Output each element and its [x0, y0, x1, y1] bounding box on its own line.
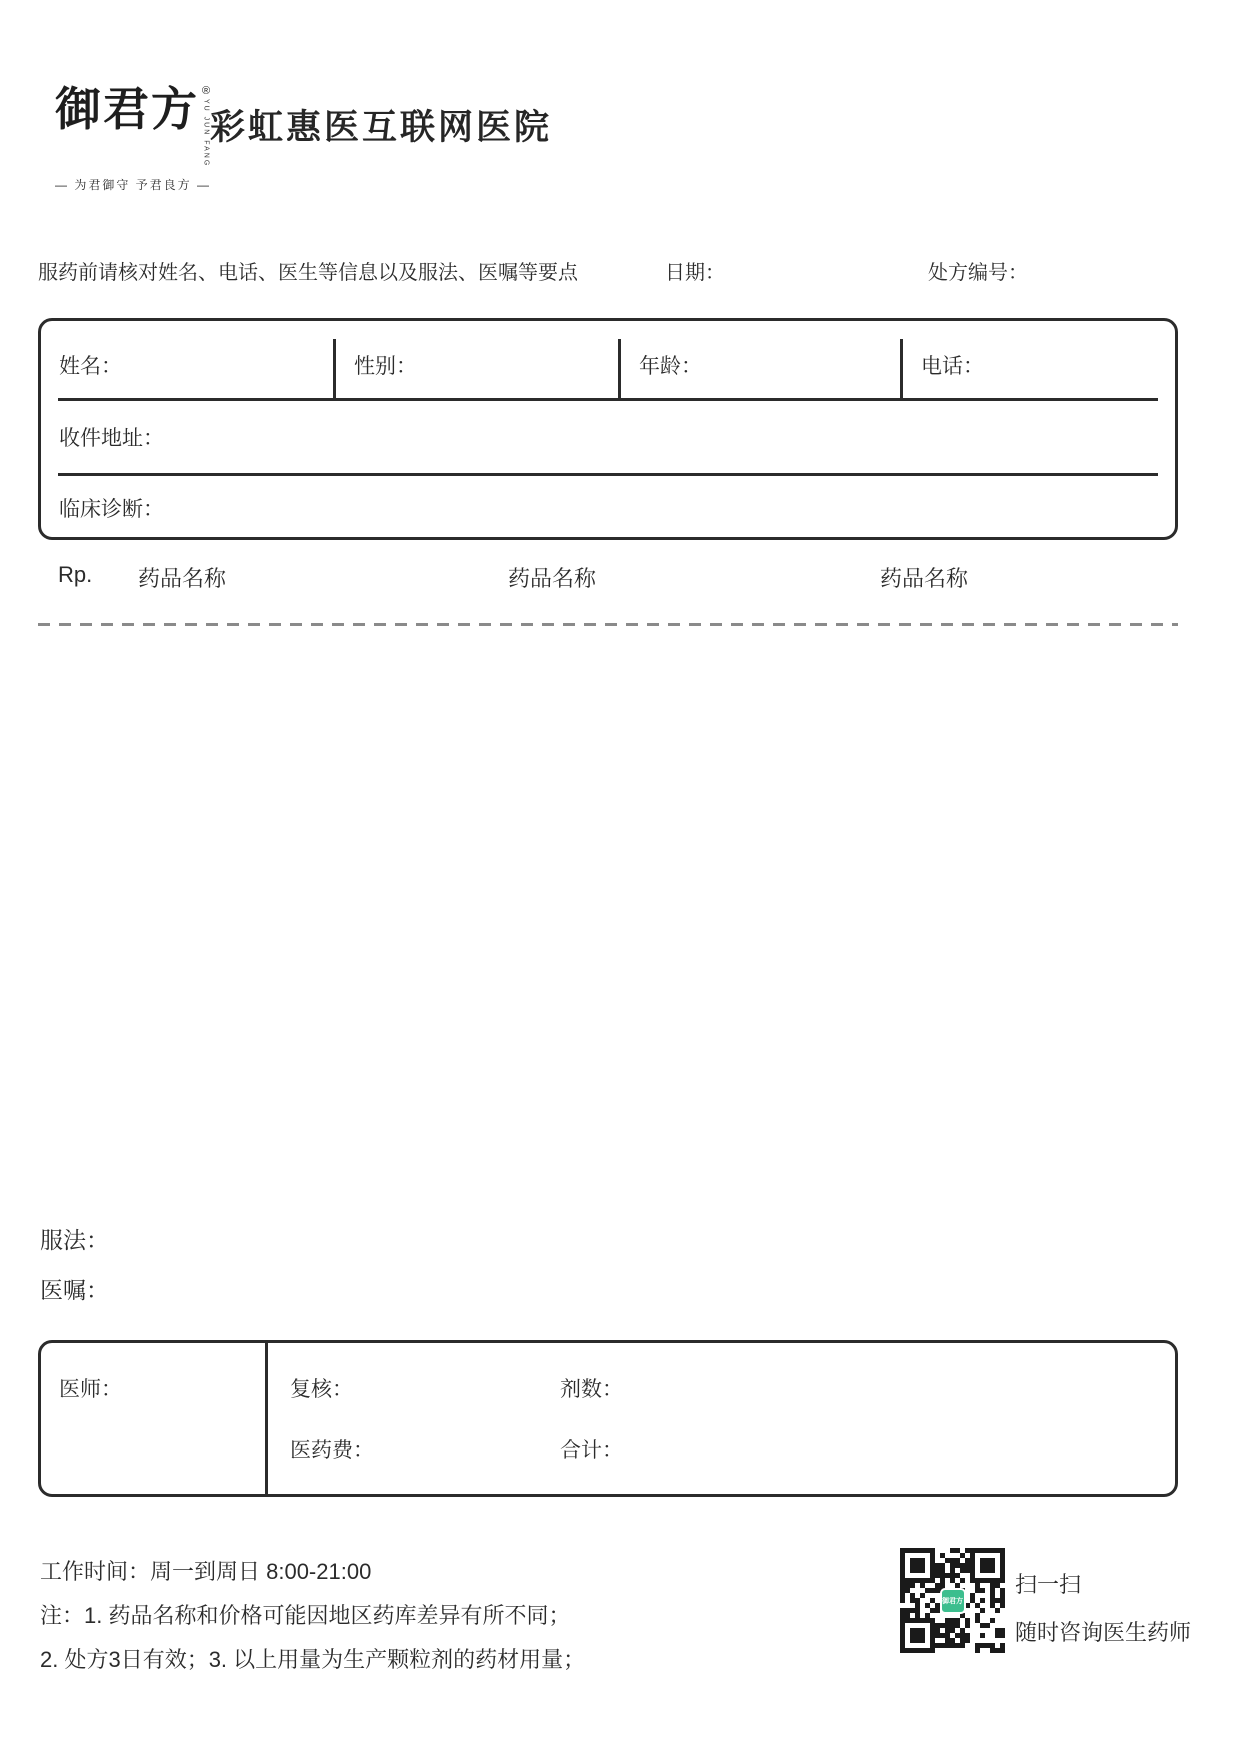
dashed-separator	[38, 623, 1178, 626]
review-field-label: 复核：	[290, 1378, 353, 1402]
usage-field-label: 服法：	[40, 1227, 109, 1253]
medicine-name-column-2: 药品名称	[508, 566, 597, 591]
rx-number-field-label: 处方编号：	[928, 262, 1028, 284]
diagnosis-field-label: 临床诊断：	[59, 498, 164, 521]
gender-field	[336, 321, 621, 398]
qr-caption	[1015, 1568, 1191, 1647]
brand-tagline: — 为君御守 予君良方 —	[55, 178, 212, 193]
qr-code	[900, 1548, 1005, 1653]
phone-field	[903, 321, 1175, 398]
review-doses-row	[268, 1343, 1175, 1419]
gender-field-label: 性别：	[354, 354, 417, 378]
logo-text: 御君方	[55, 82, 199, 136]
address-field-label: 收件地址：	[59, 427, 164, 450]
signature-fee-box	[38, 1340, 1178, 1497]
note-line-1: 注：1. 药品名称和价格可能因地区药库差异有所不同；	[40, 1603, 571, 1628]
age-field-label: 年龄：	[639, 354, 702, 378]
address-field	[41, 401, 1175, 473]
note-line-2: 2. 处方3日有效；3. 以上用量为生产颗粒剂的药材用量；	[40, 1647, 586, 1672]
logo-side	[202, 86, 210, 167]
fee-field-label: 医药费：	[290, 1438, 374, 1462]
work-time-text: 工作时间：周一到周日 8:00-21:00	[40, 1559, 372, 1584]
doses-field-label: 剂数：	[560, 1378, 623, 1402]
doctor-field	[41, 1343, 268, 1494]
patient-info-box	[38, 318, 1178, 540]
medicine-name-column-3: 药品名称	[880, 566, 969, 591]
registered-trademark-icon: ®	[202, 85, 211, 97]
fee-total-row	[268, 1419, 1175, 1495]
rx-header-row	[38, 562, 1178, 592]
brand-block	[55, 82, 212, 193]
review-fee-fields	[268, 1343, 1175, 1494]
advice-field-label: 医嘱：	[40, 1277, 109, 1303]
phone-field-label: 电话：	[921, 354, 984, 378]
medicine-name-column-1: 药品名称	[138, 566, 227, 591]
hospital-name: 彩虹惠医互联网医院	[210, 108, 553, 147]
scan-description: 随时咨询医生药师	[1015, 1620, 1192, 1645]
date-field-label: 日期：	[665, 262, 725, 284]
rp-label: Rp.	[58, 562, 93, 587]
name-field-label: 姓名：	[59, 354, 122, 378]
brand-logo	[55, 82, 211, 168]
name-field	[41, 321, 336, 398]
age-field	[621, 321, 903, 398]
patient-row-basic	[41, 321, 1175, 398]
doctor-field-label: 医师：	[59, 1378, 122, 1401]
total-field-label: 合计：	[560, 1438, 623, 1462]
qr-center-logo: 御君方	[940, 1588, 966, 1614]
scan-label: 扫一扫	[1015, 1572, 1082, 1597]
verify-notice-text: 服药前请核对姓名、电话、医生等信息以及服法、医嘱等要点	[38, 262, 578, 284]
footer-notes	[40, 1550, 585, 1682]
notice-row	[38, 256, 1178, 282]
logo-vertical-text: YU JUN FANG	[202, 99, 210, 168]
diagnosis-field	[41, 476, 1175, 540]
